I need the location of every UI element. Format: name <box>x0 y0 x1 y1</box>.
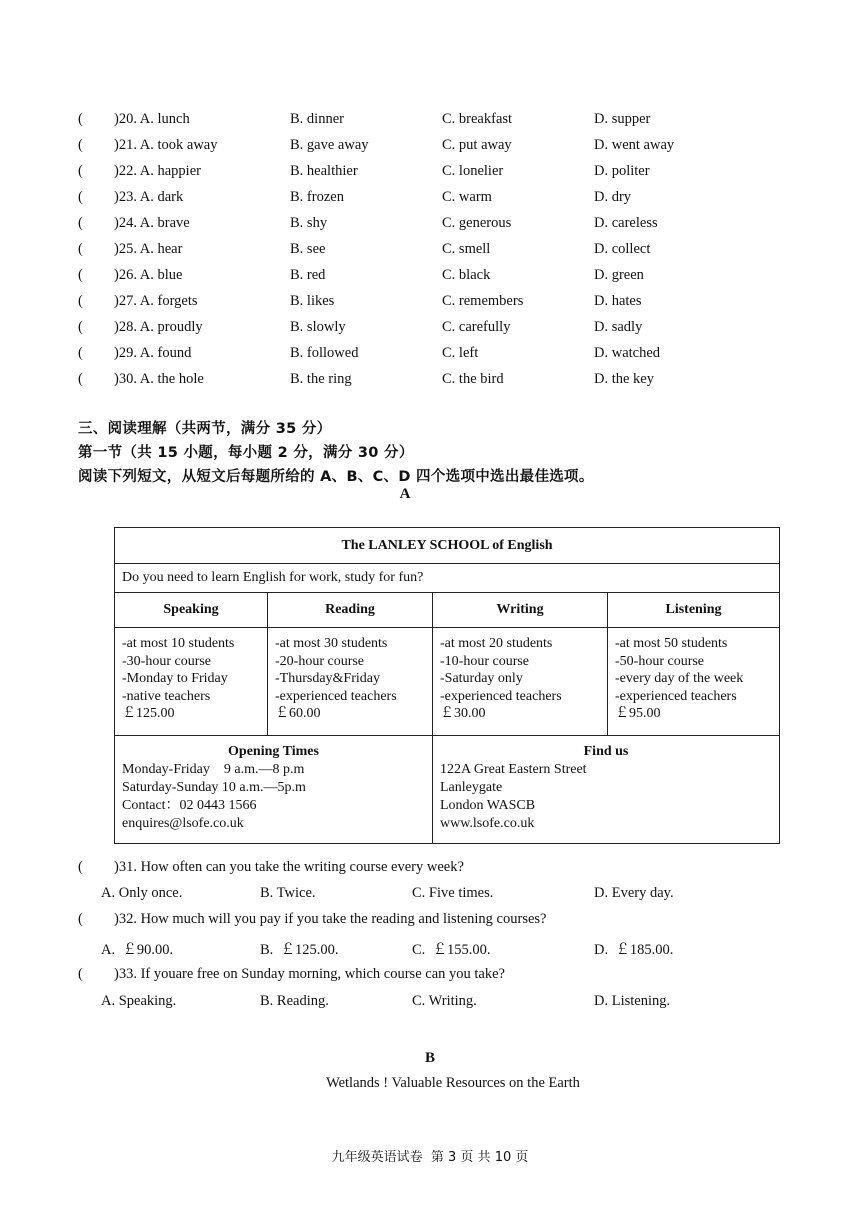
address-line: Lanleygate <box>440 780 503 795</box>
course-price: ￡125.00 <box>122 706 175 721</box>
opening-times-title: Opening Times <box>228 744 319 759</box>
instruction-text: 阅读下列短文，从短文后每题所给的 A、B、C、D 四个选项中选出最佳选项。 <box>78 469 594 485</box>
section-heading: 三、阅读理解（共两节，满分 35 分） <box>78 421 332 437</box>
option-a: )24. A. brave <box>114 215 190 231</box>
course-detail: -50-hour course <box>615 653 705 669</box>
find-us-cell <box>433 736 780 844</box>
option-d: D. politer <box>594 163 650 179</box>
answer-paren: ( <box>78 215 83 231</box>
course-detail: -Thursday&Friday <box>275 671 380 686</box>
option-b: B. shy <box>290 215 328 231</box>
option-c: C. Writing. <box>412 993 477 1009</box>
option-a: A. Only once. <box>101 885 183 901</box>
course-detail: -every day of the week <box>615 671 744 686</box>
answer-paren: ( <box>78 111 83 127</box>
option-b: B. gave away <box>290 137 369 153</box>
course-detail: -20-hour course <box>275 653 365 669</box>
page-footer: 九年级英语试卷 第 3 页 共 10 页 <box>331 1150 529 1165</box>
option-d: D. sadly <box>594 319 643 335</box>
option-a: )30. A. the hole <box>114 371 204 387</box>
course-detail: -10-hour course <box>440 653 530 669</box>
option-d: D. Listening. <box>594 993 671 1009</box>
option-b: B. see <box>290 241 326 257</box>
option-d: D. supper <box>594 111 651 127</box>
option-b: B. frozen <box>290 189 344 205</box>
option-c: C. put away <box>442 137 512 153</box>
option-d: D. Every day. <box>594 885 674 901</box>
website: www.lsofe.co.uk <box>440 816 535 831</box>
option-a: )25. A. hear <box>114 241 183 257</box>
option-a: A. ￡90.00. <box>101 942 174 958</box>
course-details-reading <box>268 628 433 736</box>
option-b: B. red <box>290 267 326 283</box>
option-c: C. left <box>442 345 479 361</box>
option-b: B. Twice. <box>260 885 316 901</box>
option-d: D. careless <box>594 215 658 231</box>
option-a: )23. A. dark <box>114 189 184 205</box>
course-detail: -Saturday only <box>440 671 523 686</box>
course-detail: -at most 20 students <box>440 636 553 651</box>
course-price: ￡60.00 <box>275 706 321 721</box>
option-c: C. lonelier <box>442 163 504 179</box>
option-d: D. collect <box>594 241 651 257</box>
answer-paren: ( <box>78 859 83 875</box>
option-c: C. the bird <box>442 371 504 387</box>
option-a: )21. A. took away <box>114 137 218 153</box>
option-c: C. breakfast <box>442 111 513 127</box>
opening-line: Monday-Friday 9 a.m.—8 p.m <box>122 762 305 777</box>
option-c: C. warm <box>442 189 492 205</box>
question-stem: )33. If youare free on Sunday morning, which course can you take? <box>114 966 505 982</box>
course-price: ￡95.00 <box>615 706 661 721</box>
option-d: D. hates <box>594 293 642 309</box>
course-details-listening <box>608 628 780 736</box>
course-detail: -experienced teachers <box>275 688 397 704</box>
course-detail: -experienced teachers <box>440 688 562 704</box>
option-b: B. the ring <box>290 371 352 387</box>
question-stem: )32. How much will you pay if you take the reading and listening courses? <box>114 911 547 927</box>
ad-subtitle: Do you need to learn English for work, study for fun? <box>115 564 780 593</box>
option-d: D. went away <box>594 137 675 153</box>
course-details-writing <box>433 628 608 736</box>
option-b: B. slowly <box>290 319 346 335</box>
answer-paren: ( <box>78 241 83 257</box>
option-c: C. generous <box>442 215 512 231</box>
answer-paren: ( <box>78 319 83 335</box>
school-ad-table <box>114 527 780 844</box>
passage-a-label: A <box>399 486 411 502</box>
option-b: B. dinner <box>290 111 344 127</box>
answer-paren: ( <box>78 137 83 153</box>
course-detail: -at most 10 students <box>122 636 235 651</box>
answer-paren: ( <box>78 371 83 387</box>
option-c: C. Five times. <box>412 885 494 901</box>
option-b: B. healthier <box>290 163 358 179</box>
passage-b-label: B <box>424 1050 435 1066</box>
part-heading: 第一节（共 15 小题，每小题 2 分，满分 30 分） <box>78 445 414 461</box>
answer-paren: ( <box>78 189 83 205</box>
course-detail: -Monday to Friday <box>122 671 228 686</box>
answer-paren: ( <box>78 345 83 361</box>
option-d: D. dry <box>594 189 632 205</box>
option-a: )29. A. found <box>114 345 192 361</box>
course-header-listening: Listening <box>608 593 780 628</box>
answer-paren: ( <box>78 267 83 283</box>
answer-paren: ( <box>78 911 83 927</box>
option-d: D. the key <box>594 371 654 387</box>
opening-times-cell <box>115 736 433 844</box>
contact-phone: Contact：02 0443 1566 <box>122 798 257 813</box>
option-a: )27. A. forgets <box>114 293 198 309</box>
option-d: D. ￡185.00. <box>594 942 674 958</box>
option-a: )22. A. happier <box>114 163 201 179</box>
option-d: D. green <box>594 267 644 283</box>
option-c: C. black <box>442 267 491 283</box>
option-a: )20. A. lunch <box>114 111 190 127</box>
course-price: ￡30.00 <box>440 706 486 721</box>
address-line: 122A Great Eastern Street <box>440 762 587 777</box>
option-c: C. carefully <box>442 319 511 335</box>
option-c: C. smell <box>442 241 491 257</box>
option-b: B. ￡125.00. <box>260 942 339 958</box>
option-b: B. Reading. <box>260 993 329 1009</box>
passage-b-title: Wetlands ! Valuable Resources on the Earth <box>326 1075 580 1091</box>
course-details-speaking <box>115 628 268 736</box>
course-detail: -experienced teachers <box>615 688 737 704</box>
contact-email: enquires@lsofe.co.uk <box>122 816 244 831</box>
option-b: B. likes <box>290 293 335 309</box>
option-a: )26. A. blue <box>114 267 183 283</box>
option-a: A. Speaking. <box>101 993 177 1009</box>
option-d: D. watched <box>594 345 661 361</box>
opening-line: Saturday-Sunday 10 a.m.—5p.m <box>122 780 306 795</box>
course-detail: -30-hour course <box>122 653 212 669</box>
course-header-writing: Writing <box>433 593 608 628</box>
answer-paren: ( <box>78 293 83 309</box>
ad-title: The LANLEY SCHOOL of English <box>115 528 780 564</box>
question-stem: )31. How often can you take the writing course every week? <box>114 859 464 875</box>
course-header-speaking: Speaking <box>115 593 268 628</box>
option-c: C. remembers <box>442 293 524 309</box>
address-line: London WASCB <box>440 798 536 813</box>
course-detail: -native teachers <box>122 688 211 704</box>
course-header-reading: Reading <box>268 593 433 628</box>
course-detail: -at most 30 students <box>275 636 388 651</box>
option-a: )28. A. proudly <box>114 319 203 335</box>
answer-paren: ( <box>78 966 83 982</box>
answer-paren: ( <box>78 163 83 179</box>
option-c: C. ￡155.00. <box>412 942 491 958</box>
course-detail: -at most 50 students <box>615 636 728 651</box>
option-b: B. followed <box>290 345 359 361</box>
find-us-title: Find us <box>583 744 629 759</box>
